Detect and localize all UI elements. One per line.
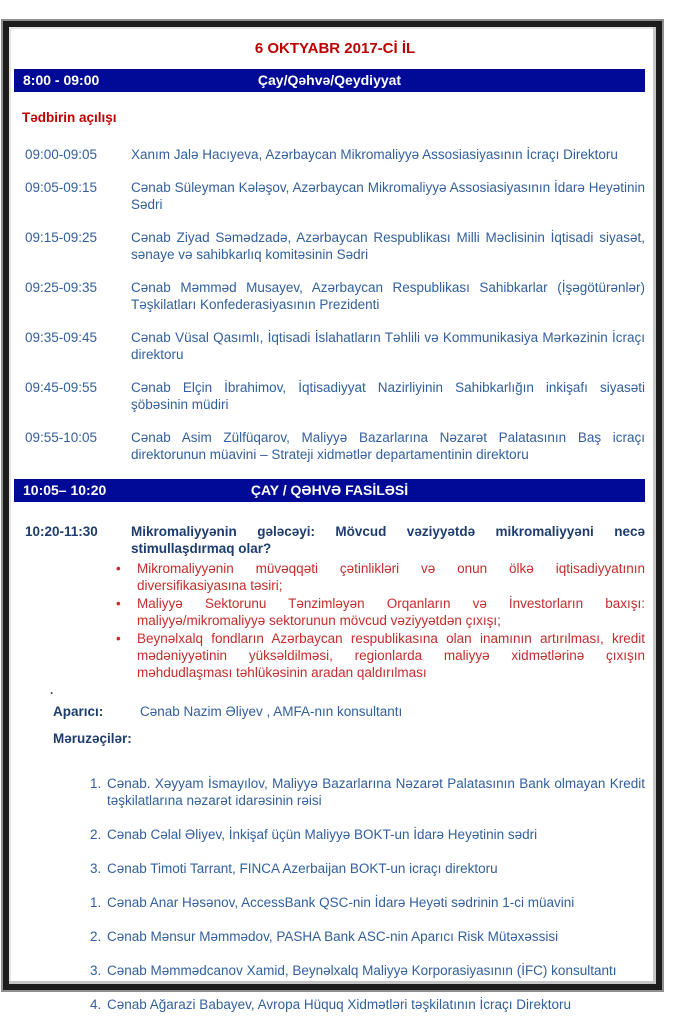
speaker-text: Cənab Məmmədcanov Xamid, Beynəlxalq Maliyyə Korporasiyasının (İFC) konsultantı [107,963,617,978]
speaker-number: 3. [90,861,102,876]
speaker-text: Cənab Timoti Tarrant, FINCA Azerbaijan BOKT-un icraçı direktoru [107,861,498,876]
agenda-content [9,40,656,1012]
page-title: 6 OKTYABR 2017-Cİ İL [254,40,416,57]
speakers-heading: Məruzəçilər: [53,731,132,746]
row-description: Cənab Elçin İbrahimov, İqtisadiyyat Nazirliyinin Sahibkarlığın inkişafı siyasəti şöbəsinin müdiri [131,380,645,412]
speaker-item [90,996,645,1013]
opening-heading: Tədbirin açılışı [22,110,117,125]
speaker-number: 1. [90,776,102,791]
speaker-item [90,860,645,877]
speaker-item [90,775,645,809]
registration-bar [11,69,645,92]
session-title: Mikromaliyyənin gələcəyi: Mövcud vəziyyətdə mikromaliyyəni necə stimullaşdırmaq olar? [131,524,645,556]
row-time: 09:00-09:05 [25,147,98,162]
speaker-text: Cənab Anar Həsənov, AccessBank QSC-nin İdarə Heyəti sədrinin 1-ci müavini [107,895,575,910]
bullet-icon: • [116,561,121,576]
speaker-item [90,962,645,979]
topic-text: Maliyyə Sektorunu Tənzimləyən Orqanların və İnvestorların baxışı: maliyyə/mikromaliyyə sektorunun mövcud vəziyyətdən çıxışı; [137,596,645,628]
schedule-row [25,279,645,313]
speaker-number: 2. [90,827,102,842]
row-time: 09:05-09:15 [25,180,98,195]
row-description: Cənab Ziyad Səmədzadə, Azərbaycan Respublikası Milli Məclisinin İqtisadi siyasət, sənaye və sahibkarlıq komitəsinin Sədri [131,230,645,262]
session-header [25,523,645,557]
schedule-row [25,379,645,413]
speakers-list-2 [90,894,645,1013]
topic-text: Mikromaliyyənin müvəqqəti çətinlikləri və onun ölkə iqtisadiyyatının diversifikasiyasına təsiri; [137,561,645,593]
topic-item [116,560,645,594]
row-description: Cənab Məmməd Musayev, Azərbaycan Respublikası Sahibkarlar (İşəgötürənlər) Təşkilatları Konfederasiyasının Prezidenti [131,280,645,312]
bullet-icon: • [116,631,121,646]
speaker-text: Cənab. Xəyyam İsmayılov, Maliyyə Bazarlarına Nəzarət Palatasının Bank olmayan Kredit təşkilatlarına nəzarət idarəsinin rəisi [107,776,645,808]
schedule-row [25,179,645,213]
registration-bar-label: Çay/Qəhvə/Qeydiyyat [257,72,402,88]
row-description: Xanım Jalə Hacıyeva, Azərbaycan Mikromaliyyə Assosiasiyasının İcraçı Direktoru [131,147,618,162]
speaker-number: 2. [90,929,102,944]
row-time: 09:35-09:45 [25,330,98,345]
speaker-number: 1. [90,895,102,910]
row-description: Cənab Asim Zülfüqarov, Maliyyə Bazarlarına Nəzarət Palatasının Baş icraçı direktorunun müavini – Strateji xidmətlər departamentinin direktoru [131,430,645,462]
row-time: 09:55-10:05 [25,430,98,445]
coffee-break-bar-time: 10:05– 10:20 [23,482,107,498]
speaker-text: Cənab Ağarazi Babayev, Avropa Hüquq Xidmətləri təşkilatının İcraçı Direktoru [107,997,571,1012]
speakers-list-1 [90,775,645,877]
row-description: Cənab Süleyman Kələşov, Azərbaycan Mikromaliyyə Assosiasiyasının İdarə Heyətinin Sədri [131,180,645,212]
speaker-number: 3. [90,963,102,978]
schedule-row [25,229,645,263]
row-time: 09:45-09:55 [25,380,98,395]
row-description: Cənab Vüsal Qasımlı, İqtisadi İslahatların Təhlili və Kommunikasiya Mərkəzinin İcraçı direktoru [131,330,645,362]
topic-item [116,630,645,681]
speaker-text: Cənab Mənsur Məmmədov, PASHA Bank ASC-nin Aparıcı Risk Mütəxəssisi [107,929,559,944]
schedule-row [25,429,645,463]
stray-period: . [50,683,54,697]
coffee-break-bar [14,479,645,502]
moderator-name: Cənab Nazim Əliyev , AMFA-nın konsultantı [140,704,403,719]
row-time: 09:25-09:35 [25,280,98,295]
registration-bar-time: 8:00 - 09:00 [23,72,100,88]
schedule-row [25,329,645,363]
topic-item [116,595,645,629]
speaker-item [90,826,645,843]
speaker-number: 4. [90,997,102,1012]
coffee-break-bar-label: ÇAY / QƏHVƏ FASİLƏSİ [250,482,409,498]
schedule-rows [25,146,645,463]
bullet-icon: • [116,596,121,611]
schedule-row [25,146,645,163]
session-time: 10:20-11:30 [25,524,98,539]
speaker-item [90,894,645,911]
speaker-item [90,928,645,945]
moderator-row [25,703,645,720]
session-topics [116,560,645,681]
speaker-text: Cənab Cəlal Əliyev, İnkişaf üçün Maliyyə BOKT-un İdarə Heyətinin sədri [107,827,538,842]
moderator-label: Aparıcı: [53,704,104,719]
agenda-page [3,21,662,1012]
row-time: 09:15-09:25 [25,230,98,245]
topic-text: Beynəlxalq fondların Azərbaycan respublikasına olan inamının artırılması, kredit mədəniyyətinin yüksəldilməsi, regionlarda maliyyə xidmətlərinə çıxışın məhdudlaşması təhlükəsinin aradan qaldırılması [137,631,645,680]
